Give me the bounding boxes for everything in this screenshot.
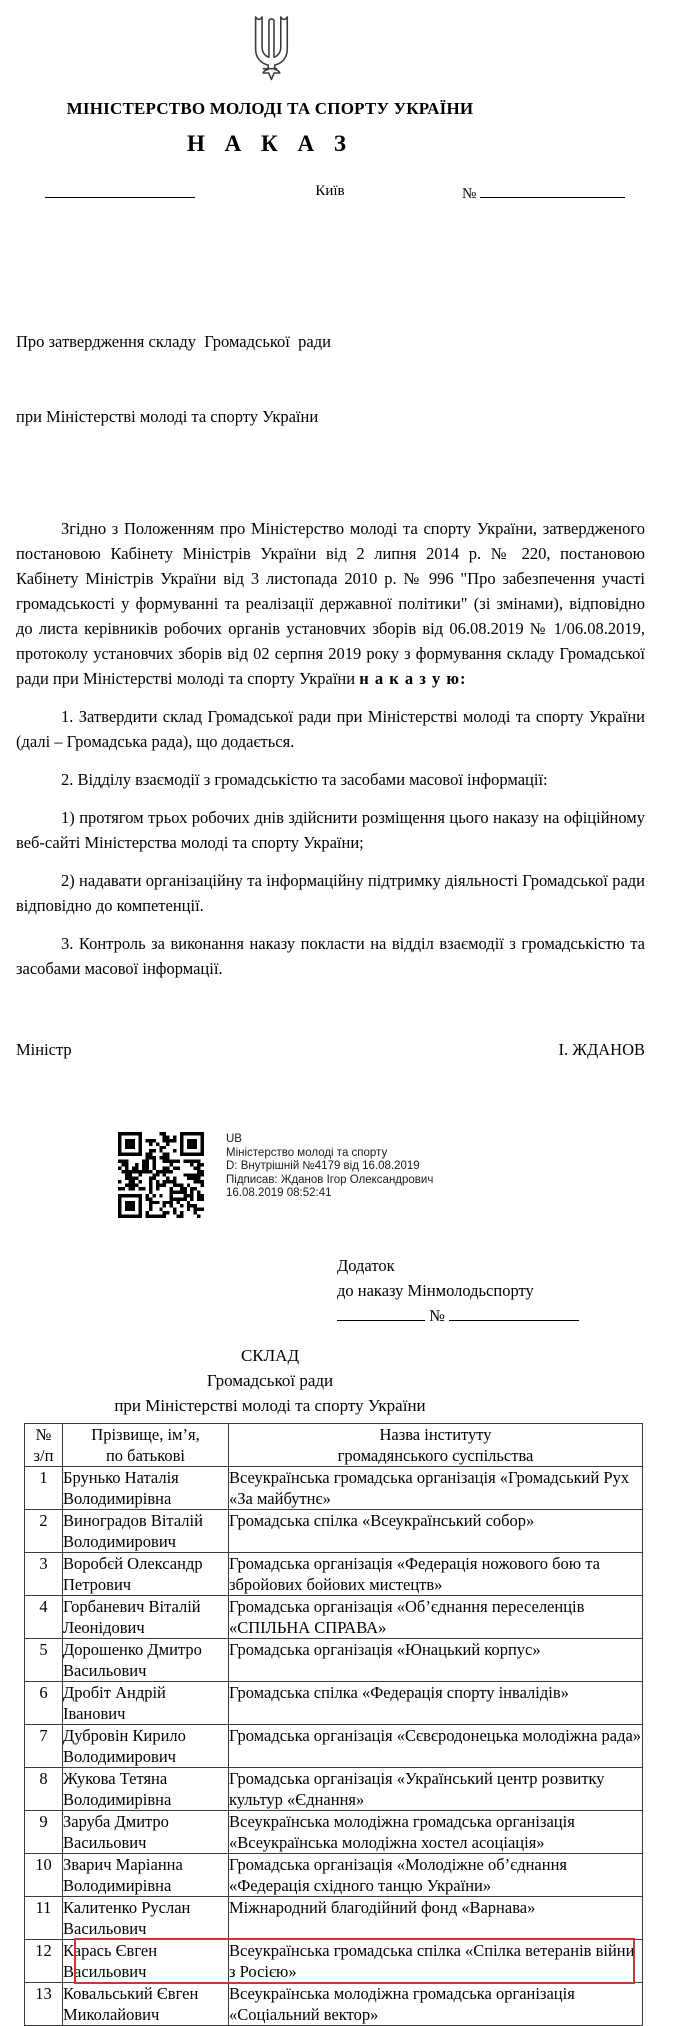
header-cell-name: Прізвище, ім’я, по батькові — [63, 1424, 229, 1467]
stamp-text-line: Міністерство молоді та спорту — [226, 1146, 388, 1159]
subject-block — [16, 279, 645, 479]
order-number-group — [462, 183, 625, 203]
cell-num: 4 — [25, 1596, 63, 1639]
cell-org: Громадська організація «Юнацький корпус» — [229, 1639, 643, 1682]
table-row — [25, 1768, 643, 1811]
cell-org: Громадська спілка «Федерація спорту інвалідів» — [229, 1682, 643, 1725]
cell-name: Дробіт Андрій Іванович — [63, 1682, 229, 1725]
cell-org: Всеукраїнська молодіжна громадська організація «Всеукраїнська молодіжна хостел асоціація» — [229, 1811, 643, 1854]
annex-block — [337, 1253, 688, 1328]
cell-org: Громадська організація «Федерація ножового бою та збройових бойових мистецтв» — [229, 1553, 643, 1596]
cell-org: Громадська організація «Молодіжне об’єднання «Федерація східного танцю України» — [229, 1854, 643, 1897]
table-row — [25, 1467, 643, 1510]
ukraine-trident-emblem — [0, 0, 540, 93]
preamble-text: Згідно з Положенням про Міністерство молоді та спорту України, затвердженого постановою Кабінету Міністрів України від 2 липня 2014 р. № 220, постановою Кабінету Міністрів України від 3 листопада 2010 р. № 996 "Про забезпечення участі громадськості у формуванні та реалізації державної політики" (зі змінами), відповідно до листа керівників робочих органів установчих зборів від 06.08.2019 № 1/06.08.2019, протоколу установчих зборів від 02 серпня 2019 року з формування складу Громадської ради при Міністерстві молоді та спорту України — [16, 519, 645, 688]
table-row — [25, 1682, 643, 1725]
table-row — [25, 1639, 643, 1682]
cell-org: Всеукраїнська громадська спілка «Спілка ветеранів війни з Росією» — [229, 1940, 643, 1983]
cell-name: Калитенко Руслан Васильович — [63, 1897, 229, 1940]
number-blank-line — [480, 183, 625, 198]
signer-title: Міністр — [16, 1040, 72, 1059]
subject-line: Про затвердження складу Громадської ради — [16, 332, 331, 351]
table-row — [25, 1983, 643, 2026]
table-row — [25, 1940, 643, 1983]
cell-name: Заруба Дмитро Васильович — [63, 1811, 229, 1854]
composition-title-line: при Міністерстві молоді та спорту України — [114, 1396, 426, 1415]
cell-num: 5 — [25, 1639, 63, 1682]
header-cell-num: № з/п — [25, 1424, 63, 1467]
cell-num: 6 — [25, 1682, 63, 1725]
annex-subtitle: до наказу Мінмолодьспорту — [337, 1281, 534, 1300]
cell-org: Громадська організація «Сєвєродонецька молодіжна рада» — [229, 1725, 643, 1768]
order-item-1: 1. Затвердити склад Громадської ради при Міністерстві молоді та спорту України (далі – Громадська рада), що додається. — [16, 707, 645, 751]
stamp-text-line: Підписав: Жданов Ігор Олександрович — [226, 1173, 434, 1186]
stamp-text-line: D: Внутрішній №4179 від 16.08.2019 — [226, 1160, 420, 1172]
table-row — [25, 1596, 643, 1639]
composition-title — [0, 1343, 540, 1418]
annex-title: Додаток — [337, 1256, 395, 1275]
cell-num: 1 — [25, 1467, 63, 1510]
cell-num: 13 — [25, 1983, 63, 2026]
cell-num: 8 — [25, 1768, 63, 1811]
cell-org: Всеукраїнська громадська організація «Громадський Рух «За майбутнє» — [229, 1467, 643, 1510]
signature-row — [0, 1037, 688, 1062]
cell-name: Воробєй Олександр Петрович — [63, 1553, 229, 1596]
cell-name: Виноградов Віталій Володимирович — [63, 1510, 229, 1553]
cell-num: 9 — [25, 1811, 63, 1854]
table-row — [25, 1811, 643, 1854]
cell-org: Всеукраїнська молодіжна громадська організація «Соціальний вектор» — [229, 1983, 643, 2026]
cell-name: Брунько Наталія Володимирівна — [63, 1467, 229, 1510]
digital-signature-stamp — [0, 1132, 688, 1218]
table-row — [25, 1725, 643, 1768]
cell-org: Міжнародний благодійний фонд «Варнава» — [229, 1897, 643, 1940]
composition-title-line: Громадської ради — [206, 1371, 334, 1390]
city-label: Київ — [315, 183, 345, 199]
table-row — [25, 1510, 643, 1553]
cell-name: Дубровін Кирило Володимирович — [63, 1725, 229, 1768]
stamp-text-line: UB — [226, 1133, 242, 1145]
table-row — [25, 1553, 643, 1596]
table-row — [25, 1854, 643, 1897]
cell-num: 3 — [25, 1553, 63, 1596]
annex-date-blank-line — [337, 1306, 425, 1321]
date-number-row — [0, 183, 688, 207]
document-type-title: Н А К А З — [187, 131, 353, 156]
table-header-row — [25, 1424, 643, 1467]
stamp-text-block — [226, 1132, 433, 1201]
annex-number-sign: № — [429, 1306, 445, 1325]
cell-name: Горбаневич Віталій Леонідович — [63, 1596, 229, 1639]
cell-num: 7 — [25, 1725, 63, 1768]
ministry-name: МІНІСТЕРСТВО МОЛОДІ ТА СПОРТУ УКРАЇНИ — [66, 99, 474, 118]
cell-name: Жукова Тетяна Володимирівна — [63, 1768, 229, 1811]
preamble-paragraph — [16, 516, 645, 691]
signer-name: І. ЖДАНОВ — [558, 1040, 645, 1059]
cell-name: Дорошенко Дмитро Васильович — [63, 1639, 229, 1682]
cell-num: 12 — [25, 1940, 63, 1983]
order-item-3: 3. Контроль за виконання наказу покласти на відділ взаємодії з громадськістю та засобами масової інформації. — [16, 934, 645, 978]
qr-code — [118, 1132, 204, 1218]
composition-table — [24, 1423, 643, 2026]
cell-org: Громадська організація «Об’єднання переселенців «СПІЛЬНА СПРАВА» — [229, 1596, 643, 1639]
number-sign: № — [462, 186, 477, 202]
order-item-2: 2. Відділу взаємодії з громадськістю та засобами масової інформації: — [61, 770, 548, 789]
annex-number-line — [337, 1303, 688, 1328]
cell-name: Зварич Маріанна Володимирівна — [63, 1854, 229, 1897]
cell-num: 10 — [25, 1854, 63, 1897]
composition-table-body — [25, 1467, 643, 2026]
decree-word: н а к а з у ю: — [359, 669, 467, 688]
cell-org: Громадська спілка «Всеукраїнський собор» — [229, 1510, 643, 1553]
header-cell-org: Назва інституту громадянського суспільства — [229, 1424, 643, 1467]
cell-num: 2 — [25, 1510, 63, 1553]
cell-org: Громадська організація «Український центр розвитку культур «Єднання» — [229, 1768, 643, 1811]
table-row — [25, 1897, 643, 1940]
cell-name: Ковальський Євген Миколайович — [63, 1983, 229, 2026]
cell-name: Карась Євген Васильович — [63, 1940, 229, 1983]
composition-title-line: СКЛАД — [240, 1346, 300, 1365]
stamp-text-line: 16.08.2019 08:52:41 — [226, 1187, 332, 1199]
trident-outline — [256, 17, 288, 80]
subject-line: при Міністерстві молоді та спорту України — [16, 407, 319, 426]
cell-num: 11 — [25, 1897, 63, 1940]
order-item-2-1: 1) протягом трьох робочих днів здійснити розміщення цього наказу на офіційному веб-сайті Міністерства молоді та спорту України; — [16, 808, 645, 852]
order-item-2-2: 2) надавати організаційну та інформаційну підтримку діяльності Громадської ради відповідно до компетенції. — [16, 871, 645, 915]
annex-number-blank-line — [449, 1306, 579, 1321]
